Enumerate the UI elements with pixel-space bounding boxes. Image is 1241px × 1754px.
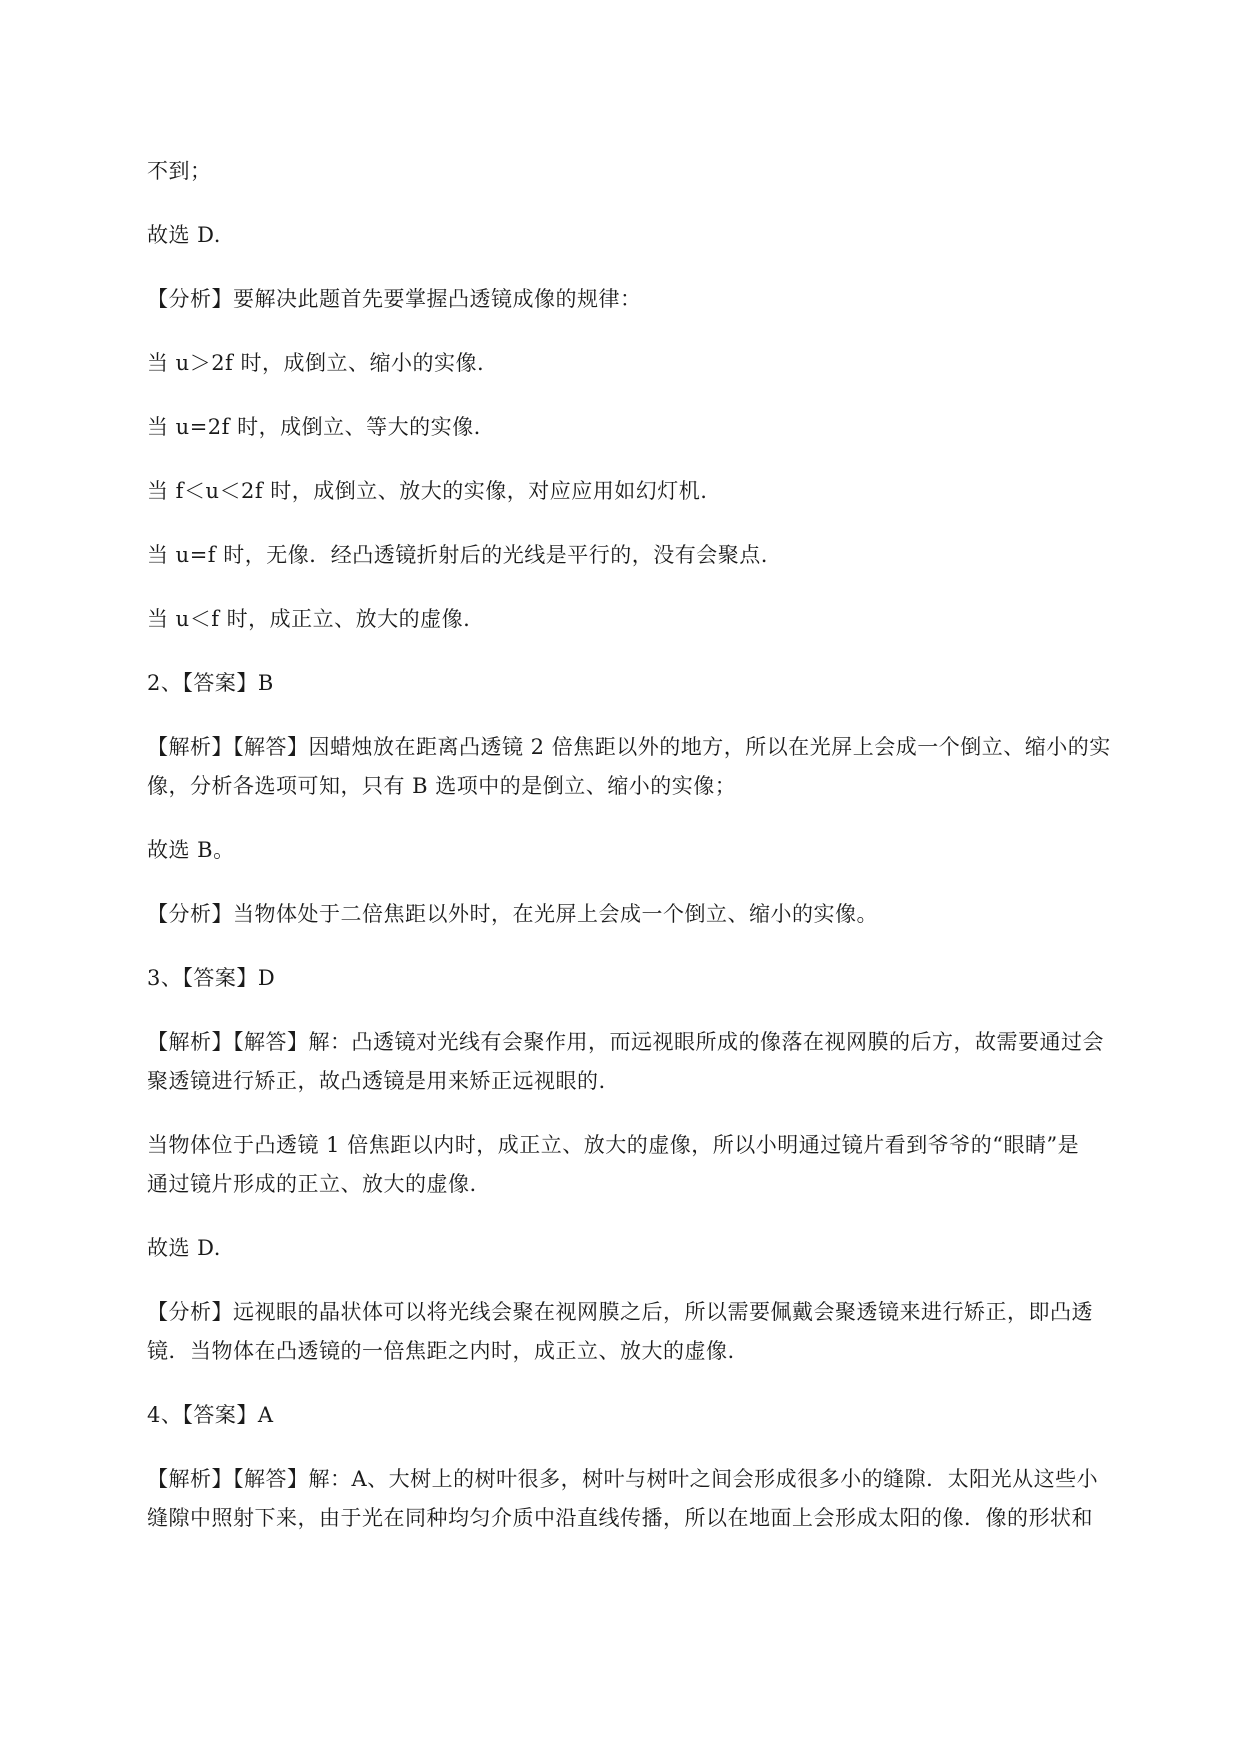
text-line: 当物体位于凸透镜 1 倍焦距以内时，成正立、放大的虚像，所以小明通过镜片看到爷爷的“眼睛”是 — [147, 1133, 1080, 1157]
text-line: 当 u＜f 时，成正立、放大的虚像. — [147, 607, 471, 631]
text-line: 【分析】当物体处于二倍焦距以外时，在光屏上会成一个倒立、缩小的实像。 — [147, 902, 878, 926]
text-line: 3、【答案】D — [147, 966, 276, 990]
text-line: 【解析】【解答】解：A、大树上的树叶很多，树叶与树叶之间会形成很多小的缝隙．太阳光从这些小 — [147, 1467, 1099, 1491]
paragraph — [147, 728, 1147, 806]
text-line: 当 u＞2f 时，成倒立、缩小的实像. — [147, 351, 485, 375]
document-page — [147, 152, 1147, 1563]
paragraph — [147, 280, 1147, 319]
paragraph — [147, 408, 1147, 447]
text-line: 当 f＜u＜2f 时，成倒立、放大的实像，对应应用如幻灯机. — [147, 479, 708, 503]
paragraph — [147, 152, 1147, 191]
paragraph — [147, 1460, 1147, 1538]
paragraph — [147, 472, 1147, 511]
text-line: 像，分析各选项可知，只有 B 选项中的是倒立、缩小的实像； — [147, 774, 737, 798]
text-line: 2、【答案】B — [147, 671, 274, 695]
text-line: 当 u=f 时，无像．经凸透镜折射后的光线是平行的，没有会聚点. — [147, 543, 768, 567]
text-line: 故选 D. — [147, 223, 221, 247]
text-line: 不到； — [147, 159, 212, 183]
text-line: 【分析】要解决此题首先要掌握凸透镜成像的规律： — [147, 287, 642, 311]
paragraph — [147, 1126, 1147, 1204]
paragraph — [147, 1293, 1147, 1371]
paragraph — [147, 216, 1147, 255]
text-line: 4、【答案】A — [147, 1403, 274, 1427]
paragraph — [147, 895, 1147, 934]
text-line: 镜．当物体在凸透镜的一倍焦距之内时，成正立、放大的虚像. — [147, 1339, 735, 1363]
text-line: 故选 B。 — [147, 838, 235, 862]
text-line: 【解析】【解答】解：凸透镜对光线有会聚作用，而远视眼所成的像落在视网膜的后方，故需要通过会 — [147, 1030, 1104, 1054]
paragraph — [147, 600, 1147, 639]
text-line: 聚透镜进行矫正，故凸透镜是用来矫正远视眼的. — [147, 1069, 606, 1093]
answer-heading — [147, 664, 1147, 703]
text-line: 缝隙中照射下来，由于光在同种均匀介质中沿直线传播，所以在地面上会形成太阳的像．像的形状和 — [147, 1506, 1093, 1530]
paragraph — [147, 1023, 1147, 1101]
text-line: 【解析】【解答】因蜡烛放在距离凸透镜 2 倍焦距以外的地方，所以在光屏上会成一个倒立、缩小的实 — [147, 735, 1111, 759]
paragraph — [147, 344, 1147, 383]
paragraph — [147, 1229, 1147, 1268]
text-line: 故选 D. — [147, 1236, 221, 1260]
answer-heading — [147, 959, 1147, 998]
paragraph — [147, 831, 1147, 870]
answer-heading — [147, 1396, 1147, 1435]
text-line: 通过镜片形成的正立、放大的虚像. — [147, 1172, 477, 1196]
text-line: 当 u=2f 时，成倒立、等大的实像. — [147, 415, 481, 439]
text-line: 【分析】远视眼的晶状体可以将光线会聚在视网膜之后，所以需要佩戴会聚透镜来进行矫正，即凸透 — [147, 1300, 1093, 1324]
paragraph — [147, 536, 1147, 575]
